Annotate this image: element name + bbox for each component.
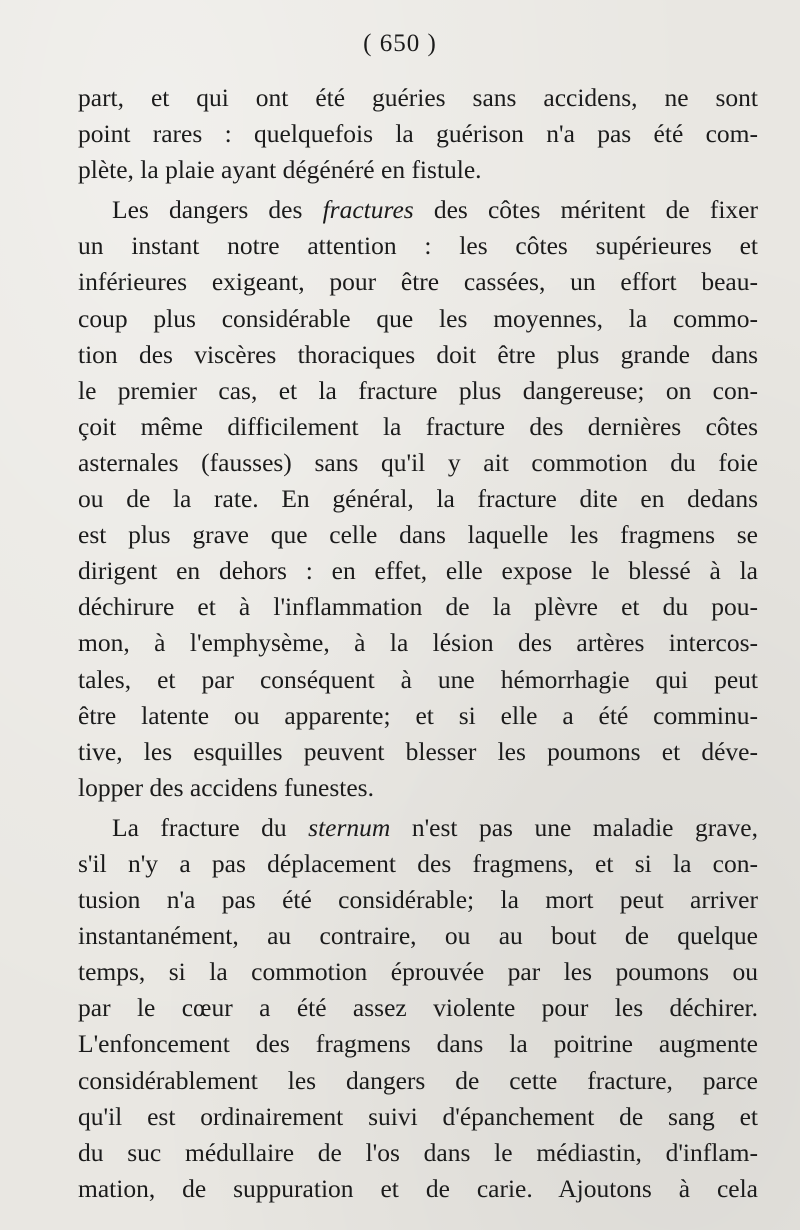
page-number: ( 650 ) <box>363 30 437 57</box>
paragraph-1 <box>78 80 758 188</box>
text-line: dirigent en dehors : en effet, elle expose le blessé à la <box>78 556 758 586</box>
text-line: s'il n'y a pas déplacement des fragmens, et si la con- <box>78 848 758 878</box>
text-line: tales, et par conséquent à une hémorrhagie qui peut <box>78 664 758 694</box>
text-line: du suc médullaire de l'os dans le médiastin, d'inflam- <box>78 1137 758 1167</box>
text-line: par le cœur a été assez violente pour les déchirer. <box>78 993 758 1023</box>
text-line: instantanément, au contraire, ou au bout de quelque <box>78 921 758 951</box>
text-line: tusion n'a pas été considérable; la mort peut arriver <box>78 885 758 915</box>
text-line: inférieures exigeant, pour être cassées, un effort beau- <box>78 267 758 297</box>
text-line: considérablement les dangers de cette fracture, parce <box>78 1065 758 1095</box>
text-line: point rares : quelquefois la guérison n'a pas été com- <box>78 119 758 149</box>
text-line: part, et qui ont été guéries sans accidens, ne sont <box>78 83 758 112</box>
text-line <box>78 192 758 228</box>
text-line: un instant notre attention : les côtes supérieures et <box>78 231 758 261</box>
text-line: le premier cas, et la fracture plus dangereuse; on con- <box>78 375 758 405</box>
body-text <box>78 80 758 1207</box>
text-line: asternales (fausses) sans qu'il y ait commotion du foie <box>78 447 758 477</box>
text-run: n'est pas une maladie grave, <box>390 812 758 842</box>
text-line: plète, la plaie ayant dégénéré en fistule. <box>78 155 482 185</box>
text-line: déchirure et à l'inflammation de la plèvre et du pou- <box>78 592 758 622</box>
text-line <box>78 810 758 846</box>
text-line: est plus grave que celle dans laquelle les fragmens se <box>78 520 758 550</box>
text-line: être latente ou apparente; et si elle a été comminu- <box>78 700 758 730</box>
paragraph-2 <box>78 192 758 806</box>
text-line: tion des viscères thoraciques doit être plus grande dans <box>78 339 758 369</box>
text-line: çoit même difficilement la fracture des dernières côtes <box>78 411 758 441</box>
text-line: L'enfoncement des fragmens dans la poitrine augmente <box>78 1029 758 1059</box>
text-line: qu'il est ordinairement suivi d'épanchement de sang et <box>78 1101 758 1131</box>
text-line: tive, les esquilles peuvent blesser les poumons et déve- <box>78 736 758 766</box>
text-run: Les dangers des <box>112 195 323 225</box>
text-line: coup plus considérable que les moyennes, la commo- <box>78 303 758 333</box>
text-run: La fracture du <box>112 812 309 842</box>
paragraph-3 <box>78 810 758 1207</box>
text-line: mon, à l'emphysème, à la lésion des artères intercos- <box>78 628 758 658</box>
italic-term: sternum <box>308 812 391 842</box>
text-line: mation, de suppuration et de carie. Ajoutons à cela <box>78 1173 758 1203</box>
text-line: ou de la rate. En général, la fracture dite en dedans <box>78 484 758 514</box>
text-run: des côtes méritent de fixer <box>413 195 758 225</box>
italic-term: fractures <box>322 195 414 225</box>
text-line: temps, si la commotion éprouvée par les poumons ou <box>78 957 758 987</box>
text-line: lopper des accidens funestes. <box>78 772 374 802</box>
